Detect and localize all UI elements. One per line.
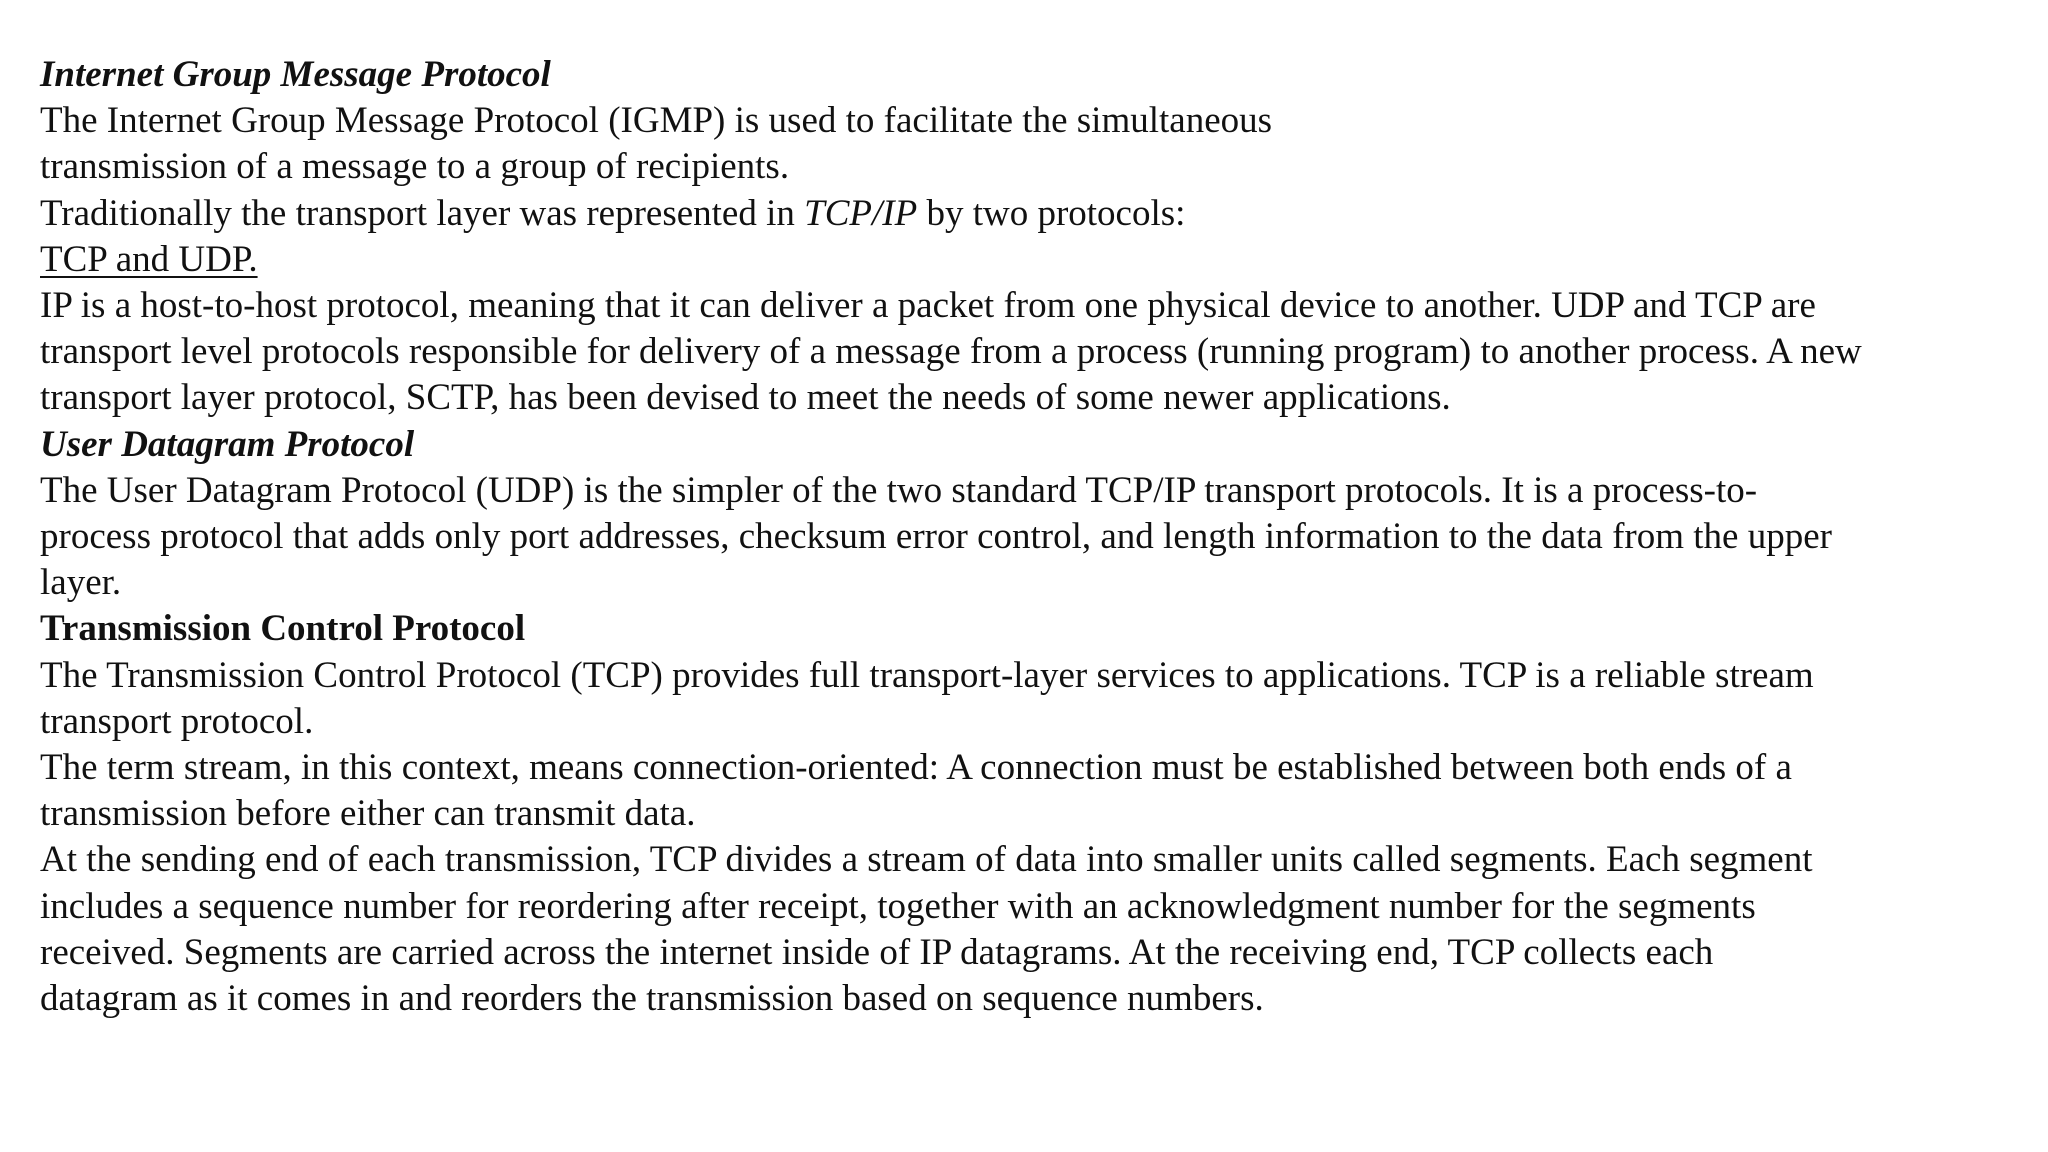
udp-text-line: The User Datagram Protocol (UDP) is the simpler of the two standard TCP/IP transport protocols. It is a process-to- bbox=[40, 469, 1758, 511]
igmp-text-line: transmission of a message to a group of recipients. bbox=[40, 146, 790, 188]
tcp-text-line: transmission before either can transmit data. bbox=[40, 793, 696, 835]
tcp-text-line: The term stream, in this context, means connection-oriented: A connection must be established between both ends of a bbox=[40, 747, 1792, 789]
igmp-section bbox=[40, 52, 2000, 191]
tcp-text-line: datagram as it comes in and reorders the transmission based on sequence numbers. bbox=[40, 978, 1264, 1020]
tcp-heading: Transmission Control Protocol bbox=[40, 608, 526, 650]
transport-text-line: transport level protocols responsible for delivery of a message from a process (running program) to another process. A new bbox=[40, 331, 1862, 373]
protocols-underlined-line bbox=[40, 237, 2000, 283]
tcp-text-line: At the sending end of each transmission, TCP divides a stream of data into smaller units called segments. Each segment bbox=[40, 839, 1813, 881]
transport-section bbox=[40, 191, 2000, 422]
igmp-text-line: The Internet Group Message Protocol (IGMP) is used to facilitate the simultaneous bbox=[40, 100, 1273, 142]
udp-text-line: layer. bbox=[40, 562, 122, 604]
udp-section bbox=[40, 422, 2000, 607]
udp-text-line: process protocol that adds only port addresses, checksum error control, and length information to the data from the upper bbox=[40, 516, 1832, 558]
transport-intro-text: Traditionally the transport layer was represented in bbox=[40, 192, 805, 234]
protocols-underlined: TCP and UDP. bbox=[40, 238, 258, 280]
tcpip-italic-term: TCP/IP bbox=[804, 192, 918, 234]
igmp-heading: Internet Group Message Protocol bbox=[40, 54, 551, 95]
transport-intro-text: by two protocols: bbox=[917, 192, 1186, 234]
transport-text-line: IP is a host-to-host protocol, meaning that it can deliver a packet from one physical device to another. UDP and TCP are bbox=[40, 285, 1816, 327]
transport-text-line: transport layer protocol, SCTP, has been devised to meet the needs of some newer applications. bbox=[40, 377, 1451, 419]
tcp-text-line: The Transmission Control Protocol (TCP) provides full transport-layer services to applications. TCP is a reliable stream bbox=[40, 654, 1814, 696]
document-page bbox=[40, 52, 2000, 1022]
tcp-section bbox=[40, 606, 2000, 1022]
tcp-text-line: transport protocol. bbox=[40, 700, 314, 742]
tcp-text-line: includes a sequence number for reordering after receipt, together with an acknowledgment number for the segments bbox=[40, 885, 1756, 927]
tcp-text-line: received. Segments are carried across the internet inside of IP datagrams. At the receiving end, TCP collects each bbox=[40, 931, 1714, 973]
transport-intro bbox=[40, 191, 2000, 237]
udp-heading: User Datagram Protocol bbox=[40, 423, 415, 465]
